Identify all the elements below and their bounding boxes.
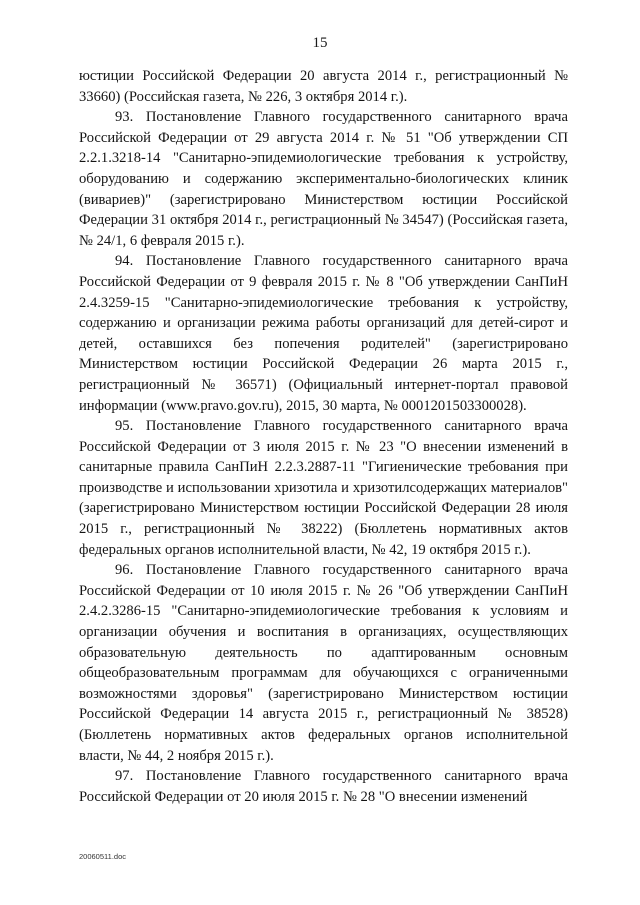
list-item-96: 96. Постановление Главного государственного санитарного врача Российской Федерации от 10 июля 2015 г. № 26 "Об утверждении СанПиН 2.4.2.3286-15 "Санитарно-эпидемиологические требования к условиям и организации обучения и воспитания в организациях, осуществляющих образовательную деятельность по адаптированным основным общеобразовательным программам для обучающихся с ограниченными возможностями здоровья" (зарегистрировано Министерством юстиции Российской Федерации 14 августа 2015 г., регистрационный № 38528) (Бюллетень нормативных актов федеральных органов исполнительной власти, № 44, 2 ноября 2015 г.). (79, 562, 568, 764)
list-item-97: 97. Постановление Главного государственного санитарного врача Российской Федерации от 20 июля 2015 г. № 28 "О внесении изменений (79, 768, 568, 805)
document-body (79, 66, 568, 807)
list-item-95: 95. Постановление Главного государственного санитарного врача Российской Федерации от 3 июля 2015 г. № 23 "О внесении изменений в санитарные правила СанПиН 2.2.3.2887-11 "Гигиенические требования при производстве и использовании хризотила и хризотилсодержащих материалов" (зарегистрировано Министерством юстиции Российской Федерации 28 июля 2015 г., регистрационный № 38222) (Бюллетень нормативных актов федеральных органов исполнительной власти, № 42, 19 октября 2015 г.). (79, 418, 568, 558)
list-item-94: 94. Постановление Главного государственного санитарного врача Российской Федерации от 9 февраля 2015 г. № 8 "Об утверждении СанПиН 2.4.3259-15 "Санитарно-эпидемиологические требования к устройству, содержанию и организации режима работы организаций для детей-сирот и детей, оставшихся без попечения родителей" (зарегистрировано Министерством юстиции Российской Федерации 26 марта 2015 г., регистрационный № 36571) (Официальный интернет-портал правовой информации (www.pravo.gov.ru), 2015, 30 марта, № 0001201503300028). (79, 253, 568, 414)
footer-filename: 20060511.doc (79, 852, 126, 861)
paragraph-continuation: юстиции Российской Федерации 20 августа 2014 г., регистрационный № 33660) (Российская газета, № 226, 3 октября 2014 г.). (79, 68, 568, 105)
page-number: 15 (312, 35, 328, 51)
list-item-93: 93. Постановление Главного государственного санитарного врача Российской Федерации от 29 августа 2014 г. № 51 "Об утверждении СП 2.2.1.3218-14 "Санитарно-эпидемиологические требования к устройству, оборудованию и содержанию экспериментально-биологических клиник (вивариев)" (зарегистрировано Министерством юстиции Российской Федерации 31 октября 2014 г., регистрационный № 34547) (Российская газета, № 24/1, 6 февраля 2015 г.). (79, 109, 568, 249)
